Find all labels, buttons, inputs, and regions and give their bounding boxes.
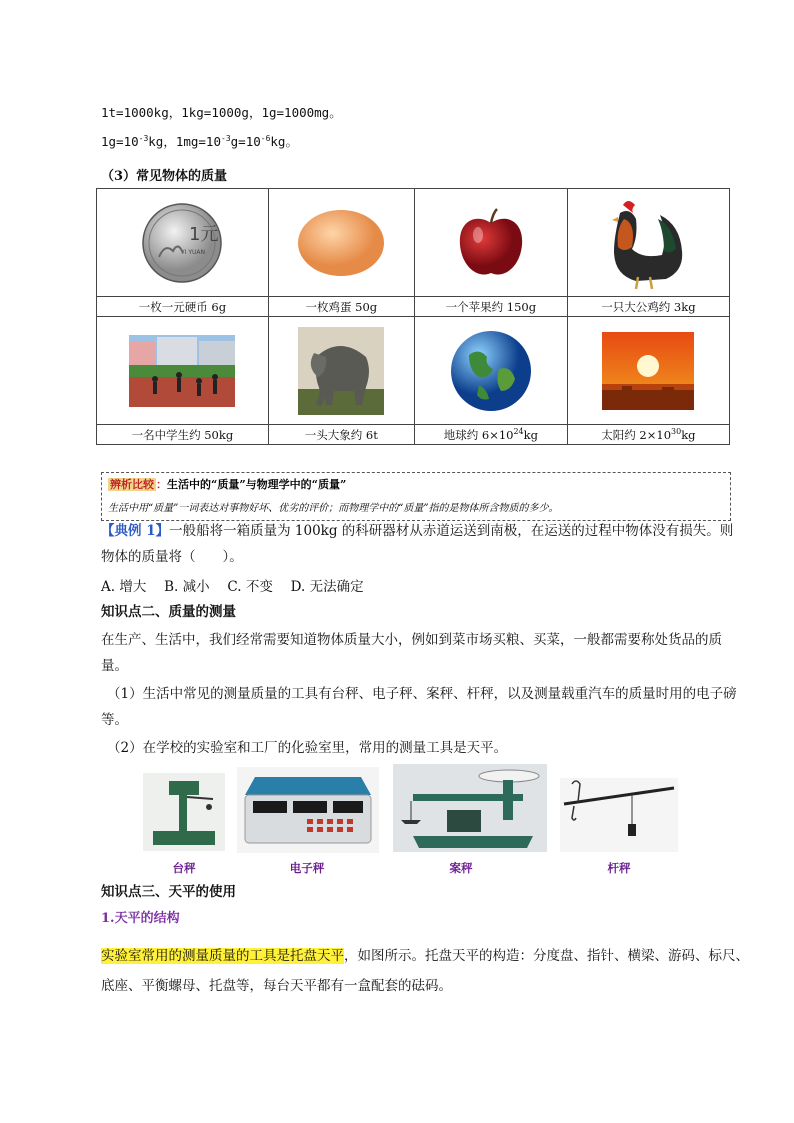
platform-scale-image bbox=[143, 773, 225, 851]
cell-earth bbox=[414, 317, 567, 425]
sun-image bbox=[602, 332, 694, 410]
paragraph-rest: ，如图所示。托盘天平的构造：分度盘、指针、横梁、游码、标尺、底座、平衡螺母、托盘等，每台天平都有一盒配套的砝码。 bbox=[101, 948, 749, 994]
caption-elephant: 一头大象约 6t bbox=[268, 425, 414, 445]
caption-sun bbox=[567, 425, 729, 445]
exponent: 24 bbox=[513, 426, 524, 436]
example-label: 【典例 1】 bbox=[101, 523, 170, 539]
example-options: A. 增大 B. 减小 C. 不变 D. 无法确定 bbox=[101, 579, 364, 595]
electronic-scale-image bbox=[237, 767, 379, 853]
students-image bbox=[129, 335, 235, 407]
caption-earth bbox=[414, 425, 567, 445]
exponent: -3 bbox=[221, 133, 231, 143]
cell-elephant bbox=[268, 317, 414, 425]
paragraph-lab-tools: （2）在学校的实验室和工厂的化验室里，常用的测量工具是天平。 bbox=[107, 740, 508, 756]
cell-coin bbox=[97, 189, 269, 297]
unit-conversion-line-1: 1t=1000kg，1kg=1000g，1g=1000mg。 bbox=[101, 105, 342, 120]
paragraph-common-tools: （1）生活中常见的测量质量的工具有台秤、电子秤、案秤、杆秤，以及测量载重汽车的质量时用的电子磅等。 bbox=[101, 686, 737, 728]
note-tag: 辨析比较 bbox=[110, 478, 154, 491]
apple-image bbox=[456, 205, 526, 280]
text-part: g=10 bbox=[230, 134, 261, 149]
paragraph-measure-intro: 在生产、生活中，我们经常需要知道物体质量大小，例如到菜市场买粮、买菜，一般都需要称处货品的质量。 bbox=[101, 632, 722, 674]
text-part: kg bbox=[681, 427, 696, 442]
exponent: -3 bbox=[138, 133, 149, 143]
exponent: -6 bbox=[260, 133, 271, 143]
note-header bbox=[108, 476, 346, 492]
caption-apple: 一个苹果约 150g bbox=[414, 297, 567, 317]
common-mass-table bbox=[96, 188, 730, 445]
tool-label-electronic-scale: 电子秤 bbox=[289, 861, 325, 875]
cell-egg bbox=[268, 189, 414, 297]
note-body: 生活中用“质量”一词表达对事物好坏、优劣的评价；而物理学中的“质量”指的是物体所含物质的多少。 bbox=[108, 503, 559, 514]
elephant-image bbox=[298, 327, 384, 415]
caption-egg: 一枚鸡蛋 50g bbox=[268, 297, 414, 317]
section-title-common-masses: （3）常见物体的质量 bbox=[101, 169, 228, 184]
coin-rim-text: YI YUAN bbox=[181, 248, 206, 256]
egg-image bbox=[296, 208, 386, 278]
tool-label-counter-scale: 案秤 bbox=[449, 861, 473, 875]
steelyard-image bbox=[560, 778, 678, 852]
text-part: kg bbox=[523, 427, 538, 442]
comparison-note-box bbox=[101, 472, 731, 521]
example-text: 一般船将一箱质量为 100kg 的科研器材从赤道运送到南极，在运送的过程中物体没有损失。则物体的质量将（ ）。 bbox=[101, 523, 734, 565]
text-part: 太阳约 2×10 bbox=[601, 427, 672, 442]
cell-students bbox=[97, 317, 269, 425]
text-part: kg。 bbox=[270, 134, 298, 149]
tool-label-platform-scale: 台秤 bbox=[172, 861, 196, 875]
cell-apple bbox=[414, 189, 567, 297]
example-question bbox=[101, 518, 741, 570]
caption-rooster: 一只大公鸡约 3kg bbox=[567, 297, 729, 317]
text-part: 1g=10 bbox=[101, 134, 139, 149]
text-part: 地球约 6×10 bbox=[443, 427, 514, 442]
caption-students: 一名中学生约 50kg bbox=[97, 425, 269, 445]
exponent: 30 bbox=[671, 426, 682, 436]
cell-rooster bbox=[567, 189, 729, 297]
rooster-image bbox=[598, 195, 698, 291]
counter-scale-image bbox=[393, 764, 547, 852]
paragraph-balance-structure bbox=[101, 941, 751, 1001]
caption-coin: 一枚一元硬币 6g bbox=[97, 297, 269, 317]
coin-image bbox=[141, 202, 223, 284]
knowledge-point-3-title: 知识点三、天平的使用 bbox=[101, 884, 236, 900]
note-title: 生活中的“质量”与物理学中的“质量” bbox=[167, 478, 347, 491]
knowledge-point-2-title: 知识点二、质量的测量 bbox=[101, 604, 236, 620]
unit-conversion-line-2 bbox=[101, 132, 298, 150]
coin-face-text: 1元 bbox=[189, 223, 219, 245]
note-colon: ： bbox=[156, 478, 167, 491]
tool-label-steelyard: 杆秤 bbox=[607, 861, 631, 875]
balance-structure-title: 1.天平的结构 bbox=[101, 911, 180, 926]
highlighted-text: 实验室常用的测量质量的工具是托盘天平 bbox=[101, 948, 344, 964]
cell-sun bbox=[567, 317, 729, 425]
text-part: kg，1mg=10 bbox=[148, 134, 221, 149]
earth-image bbox=[449, 329, 533, 413]
